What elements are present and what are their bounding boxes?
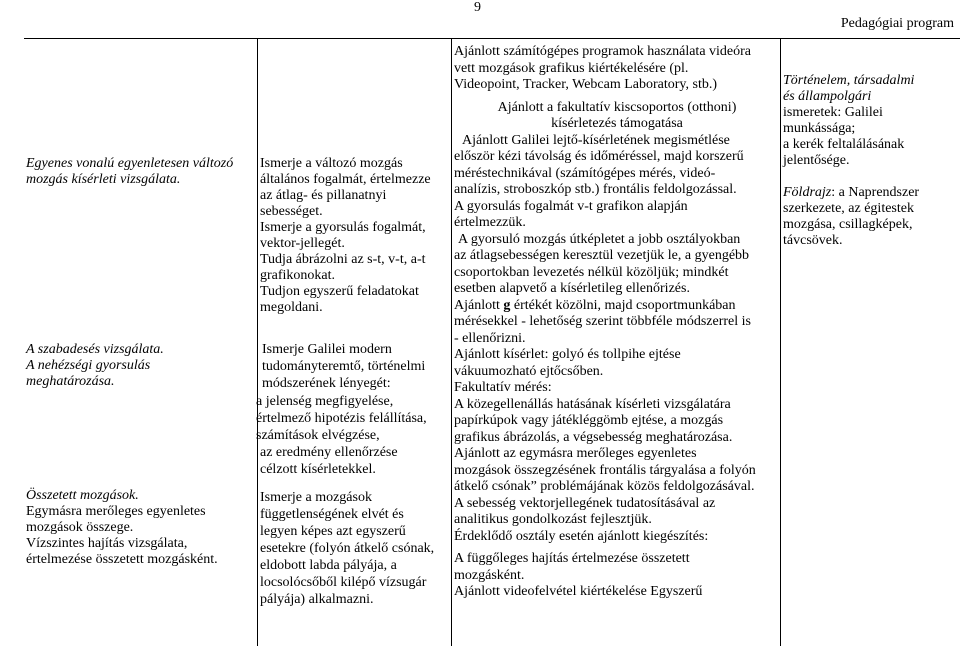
text-line: vektor-jellegét.: [260, 236, 345, 251]
link-history: [783, 73, 919, 169]
text-line: Ajánlott Galilei lejtő-kísérletének megismétlése: [462, 132, 730, 148]
text-line: számítások elvégzése,: [256, 428, 380, 444]
para-path-formula: [454, 232, 780, 298]
text-line: a jelenség megfigyelése,: [256, 393, 394, 409]
text-line: locsolócsőből kilépő vízsugár: [260, 575, 427, 590]
text-line: általános fogalmát, értelmezze: [260, 172, 431, 187]
text-line: A közegellenállás hatásának kísérleti vizsgálatára: [454, 396, 731, 412]
para-acceleration-graph: [454, 199, 780, 232]
table-top-border: [24, 38, 960, 39]
text-line: vákuumozható ejtőcsőben.: [454, 363, 604, 379]
text-line: a kerék feltalálásának: [783, 137, 905, 152]
text-line: távcsövek.: [783, 233, 843, 248]
text-line: először kézi távolság és időméréssel, majd korszerű: [454, 149, 744, 164]
column-divider-2: [451, 38, 452, 646]
text-line: mozgásként.: [454, 567, 525, 583]
para-boat-problem: [454, 446, 780, 529]
text-line: megoldani.: [260, 300, 323, 315]
text-line: analízis, stroboszkóp stb.) frontális feldolgozással.: [454, 182, 737, 197]
para-optional-experiments: [454, 100, 780, 133]
text-line: Vízszintes hajítás vizsgálata,: [26, 536, 188, 551]
text-line: papírkúpok vagy játékléggömb ejtése, a mozgás: [454, 413, 724, 428]
text-line: Ismerje a változó mozgás: [260, 156, 403, 171]
text-line: szerkezete, az égitestek: [783, 201, 914, 216]
text-line: Fakultatív mérés:: [454, 380, 552, 395]
text-line: Ajánlott a fakultatív kiscsoportos (otthoni): [497, 99, 737, 115]
topic-composite-motion: [26, 488, 218, 568]
text-line: függetlenségének elvét és: [260, 507, 404, 522]
para-vacuum-experiment: [454, 347, 780, 380]
text-line: A szabadesés vizsgálata.: [26, 342, 164, 357]
text-line: Történelem, társadalmi: [783, 73, 915, 88]
text-line: esetekre (folyón átkelő csónak,: [260, 541, 435, 556]
links-column: [783, 73, 919, 249]
text-line: legyen képes azt egyszerű: [260, 524, 406, 539]
text-span: értékét közölni, majd csoportmunkában: [510, 297, 736, 313]
text-line: mozgása, csillagképek,: [783, 217, 913, 232]
text-line: A gyorsuló mozgás útképletet a jobb osztályokban: [458, 231, 741, 247]
text-line: méréstechnikával (számítógépes mérés, videó-: [454, 165, 716, 181]
text-line: munkássága;: [783, 121, 856, 136]
text-line: A sebesség vektorjellegének tudatosításával az: [454, 495, 716, 511]
column-divider-3: [780, 38, 781, 646]
text-line: csoportokban levezetés nélkül közöljük; mindkét: [454, 264, 729, 280]
text-line: vett mozgások grafikus kiértékelésére (pl.: [454, 60, 689, 76]
text-line: mozgások összegzésének frontális tárgyalása a folyón: [454, 462, 756, 478]
requirement-independence-principle: [260, 489, 434, 608]
text-line: mérésekkel - lehetőség szerint többféle módszerrel is: [454, 314, 751, 329]
text-line: célzott kísérletekkel.: [260, 462, 376, 478]
text-line: A függőleges hajítás értelmezése összetett: [454, 551, 690, 566]
text-line: Összetett mozgások.: [26, 488, 139, 503]
text-line: értelmezése összetett mozgásként.: [26, 552, 218, 567]
text-line: meghatározása.: [26, 374, 115, 389]
para-software: [454, 44, 780, 94]
para-vertical-throw: [454, 551, 780, 601]
text-line: értelmező hipotézis felállítása,: [256, 410, 427, 426]
text-line: Egyenes vonalú egyenletesen változó: [26, 156, 234, 171]
text-line: A gyorsulás fogalmát v-t grafikon alapján: [454, 198, 688, 214]
text-line: értelmezzük.: [454, 215, 526, 230]
text-span: : Galilei: [837, 105, 883, 120]
text-line: módszerének lényegét:: [262, 376, 391, 392]
link-geography: [783, 185, 919, 249]
text-line: grafikonokat.: [260, 268, 336, 283]
text-span: ismeretek: [783, 105, 838, 120]
text-line: esetben alapvető a kísérletileg ellenőrizés.: [454, 281, 690, 296]
running-header: Pedagógiai program: [840, 16, 954, 31]
text-line: kísérletezés támogatása: [551, 116, 683, 131]
text-line: Ismerje a mozgások: [260, 490, 372, 505]
para-optional-extension: [454, 529, 780, 546]
methodology-column: [454, 44, 780, 601]
text-line: Egymásra merőleges egyenletes: [26, 504, 206, 519]
text-line: Ajánlott kísérlet: golyó és tollpihe ejtése: [454, 347, 681, 362]
text-line: Érdeklődő osztály esetén ajánlott kiegészítés:: [454, 528, 709, 544]
text-line: mozgások összege.: [26, 520, 134, 535]
text-line: tudományteremtő, történelmi: [262, 359, 426, 375]
text-line: Ismerje a gyorsulás fogalmát,: [260, 220, 426, 235]
text-line: Tudjon egyszerű feladatokat: [260, 284, 419, 299]
text-line: - ellenőrizni.: [454, 330, 526, 346]
text-line: sebességet.: [260, 204, 323, 219]
para-air-resistance: [454, 380, 780, 446]
text-line: és állampolgári: [783, 89, 872, 104]
text-line: Ajánlott videofelvétel kiértékelése Egyszerű: [454, 584, 703, 599]
text-line: az átlag- és pillanatnyi: [260, 188, 387, 203]
text-line: Ismerje Galilei modern: [262, 342, 392, 357]
text-line: [783, 185, 919, 201]
g-symbol: g: [503, 297, 511, 313]
text-line: átkelő csónak” problémájának közös feldolgozásával.: [454, 479, 755, 494]
text-span: Földrajz: [783, 185, 832, 200]
text-line: analitikus gondolkozást fejlesztjük.: [454, 512, 652, 527]
text-line: grafikus ábrázolás, a végsebesség meghatározása.: [454, 429, 733, 445]
para-g-value: [454, 298, 780, 348]
text-line: az eredmény ellenőrzése: [260, 445, 398, 461]
text-span: : a Naprendszer: [831, 185, 920, 200]
text-line: Ajánlott számítógépes programok használata videóra: [454, 44, 752, 59]
requirement-galilei-method: [256, 341, 427, 479]
text-line: Ajánlott az egymásra merőleges egyenletes: [454, 446, 697, 461]
text-line: jelentősége.: [783, 153, 850, 168]
text-span: Ajánlott: [454, 297, 504, 313]
requirement-variable-motion: [260, 156, 431, 316]
topic-free-fall: [26, 342, 164, 390]
page-number: 9: [474, 0, 481, 15]
para-galilei-slope: [454, 133, 780, 199]
text-line: az átlagsebességen keresztül vezetjük le, a gyengébb: [454, 248, 750, 263]
text-line: Videopoint, Tracker, Webcam Laboratory, stb.): [454, 77, 718, 92]
text-line: mozgás kísérleti vizsgálata.: [26, 172, 181, 187]
text-line: A nehézségi gyorsulás: [26, 358, 151, 373]
text-line: [783, 105, 919, 121]
topic-accelerated-motion: [26, 156, 233, 188]
text-line: eldobott labda pályája, a: [260, 558, 397, 573]
text-line: [454, 298, 780, 315]
text-line: pályája) alkalmazni.: [260, 592, 374, 607]
text-line: Tudja ábrázolni az s-t, v-t, a-t: [260, 252, 426, 267]
